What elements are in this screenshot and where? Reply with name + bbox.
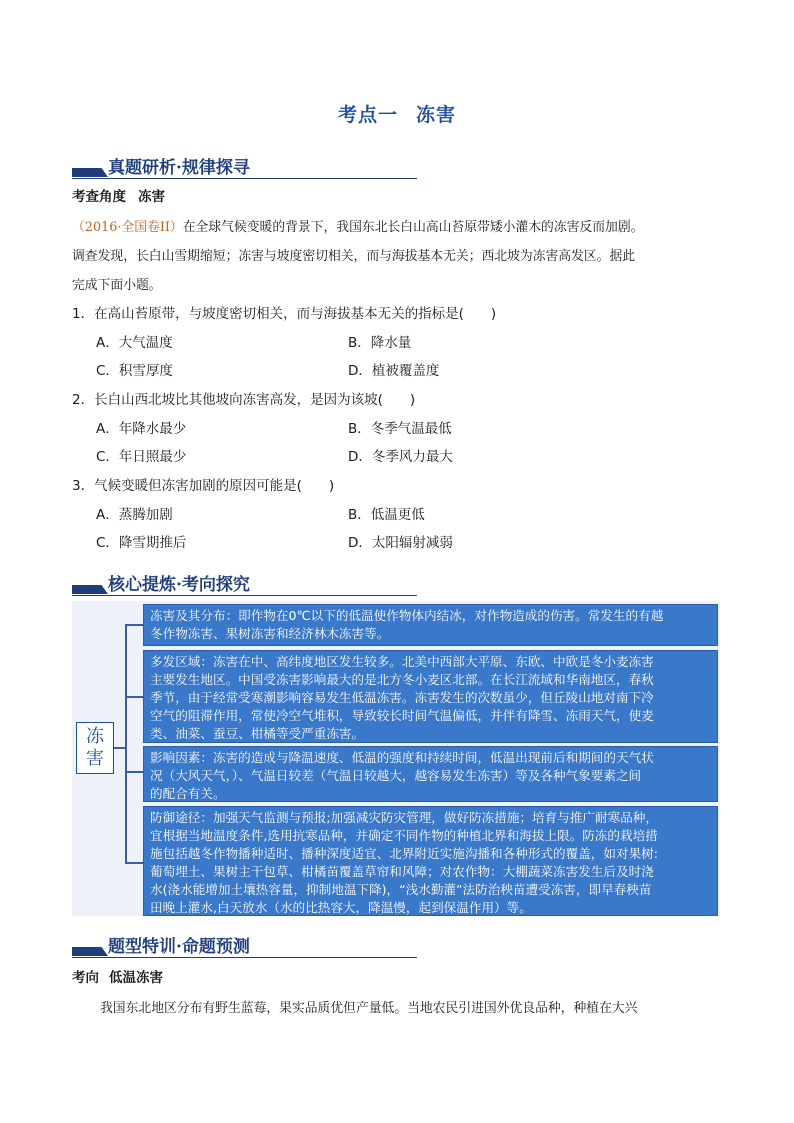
practice-value: 低温冻害 [109, 970, 163, 986]
question-3-stem: 3．气候变暖但冻害加剧的原因可能是( ) [72, 478, 335, 494]
root-char-1: 冻 [86, 726, 104, 747]
section-divider [72, 957, 417, 958]
question-3-option-d: D．太阳辐射减弱 [348, 535, 453, 551]
question-3-option-b: B．低温更低 [348, 507, 425, 523]
question-3-option-a: A．蒸腾加剧 [96, 507, 173, 523]
section-title-1: 真题研析·规律探寻 [108, 158, 250, 178]
connector-branch-2 [125, 696, 143, 698]
mindmap-box-distribution [143, 604, 718, 646]
box-line: 宜根据当地温度条件,选用抗寒品种，并确定不同作物的种植北界和海拔上限。防冻的栽培措 [150, 828, 658, 843]
root-char-2: 害 [86, 748, 104, 769]
passage-line-2: 调查发现，长白山雪期缩短；冻害与坡度密切相关，而与海拔基本无关；西北坡为冻害高发区。据此 [72, 249, 636, 264]
box-line: 况（大风天气，）、气温日较差（气温日较越大，越容易发生冻害）等及各种气象要素之间 [150, 768, 642, 783]
question-1-option-a: A．大气温度 [96, 335, 173, 351]
mindmap-box-prevention [143, 806, 718, 916]
connector-branch-3 [125, 771, 143, 773]
connector-branch-4 [125, 862, 143, 864]
exam-passage [72, 213, 724, 300]
box-line: 施包括越冬作物播种适时、播种深度适宜、北界附近实施沟播和各种形式的覆盖，如对果树: [150, 846, 658, 861]
mindmap-box-regions [143, 650, 718, 743]
section-title-2: 核心提炼·考向探究 [108, 575, 250, 595]
title-part2: 冻害 [416, 104, 457, 126]
exam-angle-value: 冻害 [138, 189, 165, 205]
box-line: 季节，由于经常受寒潮影响容易发生低温冻害。冻害发生的次数虽少，但丘陵山地对南下冷 [150, 690, 654, 705]
title-part1: 考点一 [337, 104, 398, 126]
section-divider [72, 178, 417, 179]
section-header-2 [72, 570, 417, 596]
box-line: 田晚上灌水,白天放水（水的比热容大，降温慢，起到保温作用）等。 [150, 900, 532, 915]
question-3-option-c: C．降雪期推后 [96, 535, 187, 551]
question-1-option-d: D．植被覆盖度 [348, 363, 440, 379]
box-line: 冻害及其分布：即作物在0℃以下的低温使作物体内结冰，对作物造成的伤害。常发生的有越 [150, 608, 664, 623]
mindmap-box-factors [143, 746, 718, 802]
section-header-3 [72, 932, 417, 958]
practice-label: 考向 [72, 970, 99, 986]
box-line: 葡萄埋土、果树主干包草、柑橘苗覆盖草帘和风障；对农作物：大棚蔬菜冻害发生后及时浇 [150, 864, 654, 879]
box-line: 影响因素：冻害的造成与降温速度、低温的强度和持续时间，低温出现前后和期间的天气状 [150, 750, 654, 765]
connector-trunk [125, 624, 127, 863]
exam-source: （2016·全国卷II） [72, 220, 183, 235]
question-1-option-b: B．降水量 [348, 335, 412, 351]
mindmap-root [76, 722, 114, 774]
exam-angle-label: 考查角度 [72, 189, 126, 205]
section-bar-icon [72, 585, 108, 594]
box-line: 类、油菜、蚕豆、柑橘等受严重冻害。 [150, 726, 365, 741]
connector-branch-1 [125, 624, 143, 626]
section-divider [72, 595, 417, 596]
page-title [0, 100, 794, 127]
section-title-3: 题型特训·命题预测 [108, 937, 250, 957]
section-header-1 [72, 153, 417, 179]
question-1-stem: 1．在高山苔原带，与坡度密切相关，而与海拔基本无关的指标是( ) [72, 306, 497, 322]
box-line: 冬作物冻害、果树冻害和经济林木冻害等。 [150, 626, 390, 641]
section-bar-icon [72, 947, 108, 956]
practice-passage: 我国东北地区分布有野生蓝莓，果实品质优但产量低。当地农民引进国外优良品种，种植在大兴 [100, 1001, 638, 1016]
box-line: 主要发生地区。中国受冻害影响最大的是北方冬小麦区北部。在长江流域和华南地区，春秋 [150, 672, 654, 687]
question-2-option-a: A．年降水最少 [96, 421, 187, 437]
box-line: 水(浇水能增加土壤热容量，抑制地温下降)，“浅水勤灌”法防治秧苗遭受冻害，即早春秧苗 [150, 882, 652, 897]
box-line: 空气的阻滞作用，常使冷空气堆积，导致较长时间气温偏低，并伴有降雪、冻雨天气，使麦 [150, 708, 654, 723]
box-line: 的配合有关。 [150, 786, 226, 801]
question-2-option-d: D．冬季风力最大 [348, 449, 453, 465]
box-line: 防御途径：加强天气监测与预报;加强减灾防灾管理，做好防冻措施；培育与推广耐寒品种， [150, 810, 658, 825]
question-2-option-b: B．冬季气温最低 [348, 421, 452, 437]
practice-direction [72, 968, 163, 988]
exam-angle [72, 187, 165, 207]
section-bar-icon [72, 168, 108, 177]
box-line: 多发区域：冻害在中、高纬度地区发生较多。北美中西部大平原、东欧、中欧是冬小麦冻害 [150, 654, 654, 669]
question-2-stem: 2．长白山西北坡比其他坡向冻害高发，是因为该坡( ) [72, 392, 416, 408]
passage-line-3: 完成下面小题。 [72, 278, 162, 293]
question-1-option-c: C．积雪厚度 [96, 363, 173, 379]
question-2-option-c: C．年日照最少 [96, 449, 187, 465]
passage-line-1: 在全球气候变暖的背景下，我国东北长白山高山苔原带矮小灌木的冻害反而加剧。 [182, 220, 644, 235]
